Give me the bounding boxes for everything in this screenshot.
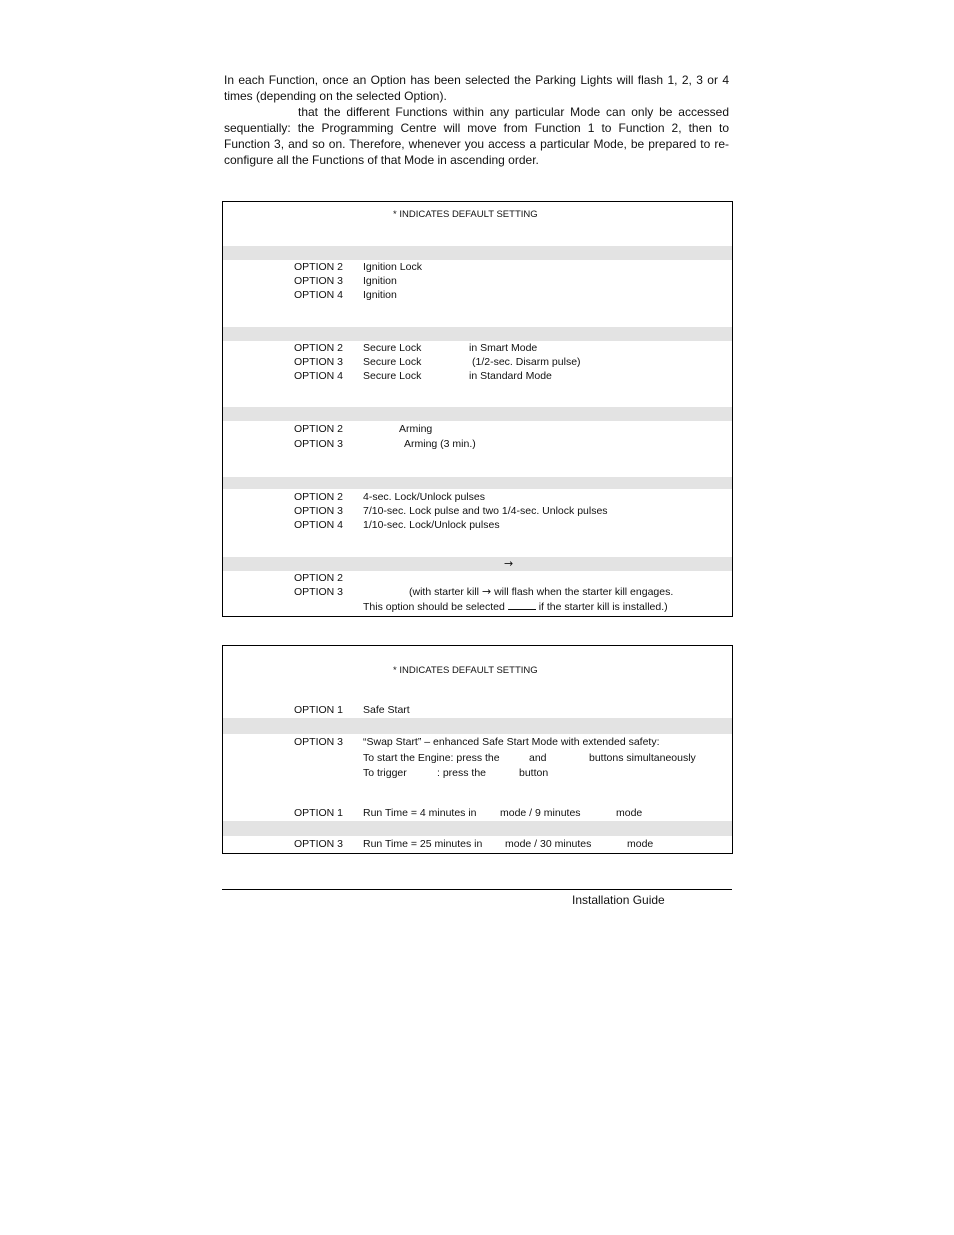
intro-paragraph-2 — [224, 104, 729, 168]
option-description: Ignition — [363, 275, 397, 287]
intro-paragraph-2-text: that the different Functions within any particular Mode can only be accessed sequentially: the Programming Centre will move from Function 1 to Function 2, then to Function 3, and so on. Therefore, whenever you access a particular Mode, be prepared to re-configure all the Functions of that Mode in ascending order. — [224, 105, 729, 167]
option-description: Run Time = 25 minutes in — [363, 838, 483, 850]
option-description-part: buttons simultaneously — [589, 752, 696, 764]
option-note-part: if the starter kill is installed.) — [538, 601, 668, 613]
option-description-part: will flash when the starter kill engages. — [494, 586, 674, 598]
intro-text — [224, 72, 729, 168]
option-description: Secure Lock — [363, 370, 422, 382]
option-label: OPTION 3 — [294, 438, 344, 450]
option-description-detail: in Standard Mode — [469, 370, 552, 382]
option-label: OPTION 1 — [294, 704, 344, 716]
option-description: Secure Lock — [363, 356, 422, 368]
option-description-detail: (1/2-sec. Disarm pulse) — [472, 356, 581, 368]
option-description — [409, 585, 673, 599]
option-description-part: and — [529, 752, 547, 764]
option-description-line: To start the Engine: press the — [363, 752, 500, 764]
default-setting-note: * INDICATES DEFAULT SETTING — [393, 209, 538, 220]
option-label: OPTION 2 — [294, 423, 344, 435]
option-label: OPTION 3 — [294, 275, 344, 287]
function-header-band — [223, 246, 732, 260]
function-header-band — [223, 477, 732, 489]
option-band — [223, 718, 732, 734]
option-description-detail: in Smart Mode — [469, 342, 538, 354]
option-label: OPTION 3 — [294, 586, 344, 598]
arrow-right-icon: → — [504, 557, 514, 570]
option-description-part: (with starter kill — [409, 586, 480, 598]
option-description-part: mode / 9 minutes — [500, 807, 581, 819]
footer-divider — [222, 889, 732, 890]
option-label: OPTION 4 — [294, 519, 344, 531]
option-label: OPTION 2 — [294, 342, 344, 354]
arrow-right-icon: → — [481, 585, 492, 598]
function-header-band — [223, 407, 732, 421]
option-description: “Swap Start” – enhanced Safe Start Mode with extended safety: — [363, 736, 660, 748]
option-description: 4-sec. Lock/Unlock pulses — [363, 491, 485, 503]
option-description: Arming (3 min.) — [404, 438, 476, 450]
programming-table-1 — [222, 201, 733, 617]
option-label: OPTION 3 — [294, 505, 344, 517]
option-description: Arming — [399, 423, 433, 435]
option-note-part: This option should be selected — [363, 601, 505, 613]
footer-label: Installation Guide — [572, 893, 665, 907]
option-label: OPTION 2 — [294, 261, 344, 273]
option-description: Ignition Lock — [363, 261, 422, 273]
function-header-band — [223, 557, 732, 571]
option-description: Run Time = 4 minutes in — [363, 807, 477, 819]
option-description-part: mode — [627, 838, 654, 850]
option-label: OPTION 4 — [294, 289, 344, 301]
option-label: OPTION 1 — [294, 807, 344, 819]
intro-paragraph-1: In each Function, once an Option has been selected the Parking Lights will flash 1, 2, 3 or 4 times (depending on the selected Option). — [224, 73, 729, 103]
option-description-part: mode — [616, 807, 643, 819]
option-description: Secure Lock — [363, 342, 422, 354]
option-label: OPTION 2 — [294, 572, 344, 584]
option-description: Safe Start — [363, 704, 410, 716]
option-band — [223, 821, 732, 836]
function-header-band — [223, 327, 732, 341]
option-label: OPTION 3 — [294, 736, 344, 748]
option-description: 7/10-sec. Lock pulse and two 1/4-sec. Unlock pulses — [363, 505, 608, 517]
option-label: OPTION 3 — [294, 356, 344, 368]
option-description: Ignition — [363, 289, 397, 301]
option-label: OPTION 4 — [294, 370, 344, 382]
option-description-part: : press the — [437, 767, 487, 779]
option-description: 1/10-sec. Lock/Unlock pulses — [363, 519, 500, 531]
option-description-part: mode / 30 minutes — [505, 838, 592, 850]
blank-underline — [508, 600, 536, 610]
option-description-part: button — [519, 767, 549, 779]
option-note — [363, 600, 668, 614]
default-setting-note: * INDICATES DEFAULT SETTING — [393, 665, 538, 676]
option-label: OPTION 3 — [294, 838, 344, 850]
programming-table-2 — [222, 645, 733, 854]
option-label: OPTION 2 — [294, 491, 344, 503]
option-description-line: To trigger — [363, 767, 407, 779]
